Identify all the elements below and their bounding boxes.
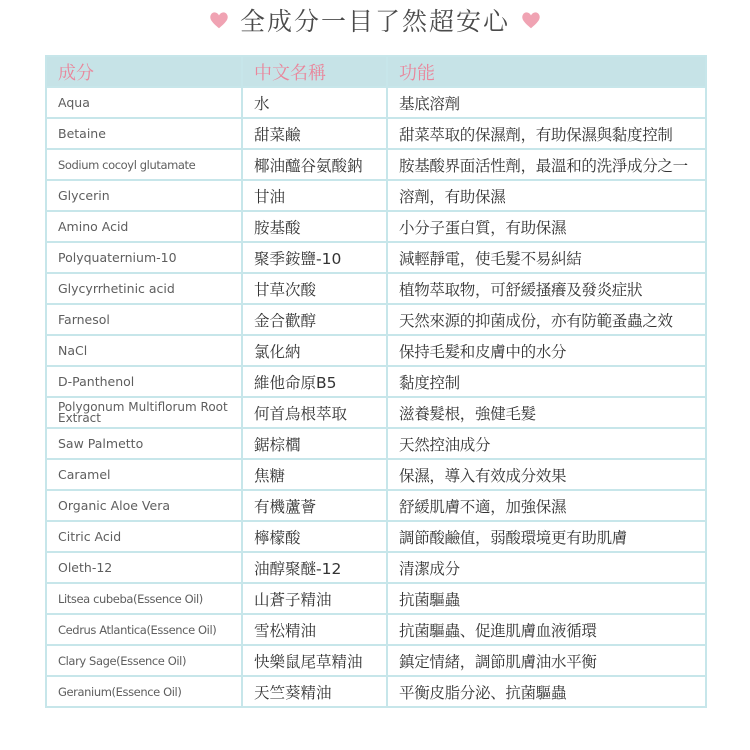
- chinese-name: 甜菜鹼: [242, 118, 387, 149]
- function-text: 保持毛髮和皮膚中的水分: [387, 335, 706, 366]
- function-text: 植物萃取物，可舒緩搔癢及發炎症狀: [387, 273, 706, 304]
- ingredient-name: Oleth-12: [46, 552, 242, 583]
- chinese-name: 維他命原B5: [242, 366, 387, 397]
- function-text: 清潔成分: [387, 552, 706, 583]
- chinese-name: 胺基酸: [242, 211, 387, 242]
- table-row: [46, 645, 706, 676]
- function-text: 抗菌驅蟲、促進肌膚血液循環: [387, 614, 706, 645]
- ingredient-name: Citric Acid: [46, 521, 242, 552]
- function-text: 平衡皮脂分泌、抗菌驅蟲: [387, 676, 706, 707]
- ingredient-name: Sodium cocoyl glutamate: [46, 149, 242, 180]
- ingredient-name: D-Panthenol: [46, 366, 242, 397]
- function-text: 天然來源的抑菌成份，亦有防範蚤蟲之效: [387, 304, 706, 335]
- table-row: [46, 211, 706, 242]
- chinese-name: 甘草次酸: [242, 273, 387, 304]
- chinese-name: 雪松精油: [242, 614, 387, 645]
- chinese-name: 椰油醯谷氨酸鈉: [242, 149, 387, 180]
- table-row: [46, 366, 706, 397]
- ingredient-name: Saw Palmetto: [46, 428, 242, 459]
- ingredient-name: Farnesol: [46, 304, 242, 335]
- table-row: [46, 552, 706, 583]
- chinese-name: 焦糖: [242, 459, 387, 490]
- ingredient-name: Cedrus Atlantica(Essence Oil): [46, 614, 242, 645]
- table-row: [46, 118, 706, 149]
- chinese-name: 金合歡醇: [242, 304, 387, 335]
- ingredient-name: Betaine: [46, 118, 242, 149]
- table-row: [46, 242, 706, 273]
- function-text: 保濕，導入有效成分效果: [387, 459, 706, 490]
- ingredient-name: Polyquaternium-10: [46, 242, 242, 273]
- table-row: [46, 304, 706, 335]
- function-text: 調節酸鹼值，弱酸環境更有助肌膚: [387, 521, 706, 552]
- function-text: 黏度控制: [387, 366, 706, 397]
- ingredient-name: Glycyrrhetinic acid: [46, 273, 242, 304]
- table-header-row: [46, 56, 706, 87]
- table-row: [46, 428, 706, 459]
- function-text: 胺基酸界面活性劑，最溫和的洗淨成分之一: [387, 149, 706, 180]
- chinese-name: 檸檬酸: [242, 521, 387, 552]
- header-chinese-name: 中文名稱: [242, 56, 387, 87]
- table-row: [46, 335, 706, 366]
- table-row: [46, 583, 706, 614]
- function-text: 鎮定情緒，調節肌膚油水平衡: [387, 645, 706, 676]
- title-bar: [0, 0, 750, 40]
- table-row: [46, 676, 706, 707]
- ingredient-name: Glycerin: [46, 180, 242, 211]
- function-text: 小分子蛋白質，有助保濕: [387, 211, 706, 242]
- heart-icon: [208, 9, 230, 31]
- ingredient-name: Organic Aloe Vera: [46, 490, 242, 521]
- function-text: 滋養髮根，強健毛髮: [387, 397, 706, 428]
- ingredient-name: Litsea cubeba(Essence Oil): [46, 583, 242, 614]
- function-text: 基底溶劑: [387, 87, 706, 118]
- chinese-name: 聚季銨鹽-10: [242, 242, 387, 273]
- chinese-name: 天竺葵精油: [242, 676, 387, 707]
- ingredient-name: Aqua: [46, 87, 242, 118]
- table-row: [46, 87, 706, 118]
- table-row: [46, 180, 706, 211]
- chinese-name: 油醇聚醚-12: [242, 552, 387, 583]
- chinese-name: 水: [242, 87, 387, 118]
- function-text: 天然控油成分: [387, 428, 706, 459]
- chinese-name: 甘油: [242, 180, 387, 211]
- header-ingredient: 成分: [46, 56, 242, 87]
- ingredient-table: [45, 55, 707, 708]
- chinese-name: 快樂鼠尾草精油: [242, 645, 387, 676]
- table-row: [46, 490, 706, 521]
- table-row: [46, 273, 706, 304]
- ingredient-name: Polygonum Multiflorum Root Extract: [46, 397, 242, 428]
- chinese-name: 有機蘆薈: [242, 490, 387, 521]
- function-text: 減輕靜電，使毛髮不易糾結: [387, 242, 706, 273]
- table-row: [46, 149, 706, 180]
- heart-icon: [520, 9, 542, 31]
- chinese-name: 山蒼子精油: [242, 583, 387, 614]
- ingredient-name: NaCl: [46, 335, 242, 366]
- ingredient-name: Geranium(Essence Oil): [46, 676, 242, 707]
- chinese-name: 鋸棕櫚: [242, 428, 387, 459]
- chinese-name: 何首烏根萃取: [242, 397, 387, 428]
- chinese-name: 氯化納: [242, 335, 387, 366]
- table-row: [46, 459, 706, 490]
- ingredient-name: Clary Sage(Essence Oil): [46, 645, 242, 676]
- page-title: 全成分一目了然超安心: [239, 7, 510, 36]
- function-text: 溶劑，有助保濕: [387, 180, 706, 211]
- function-text: 甜菜萃取的保濕劑，有助保濕與黏度控制: [387, 118, 706, 149]
- ingredient-name: Caramel: [46, 459, 242, 490]
- header-function: 功能: [387, 56, 706, 87]
- table-row: [46, 397, 706, 428]
- table-row: [46, 521, 706, 552]
- function-text: 抗菌驅蟲: [387, 583, 706, 614]
- function-text: 舒緩肌膚不適，加強保濕: [387, 490, 706, 521]
- table-row: [46, 614, 706, 645]
- ingredient-name: Amino Acid: [46, 211, 242, 242]
